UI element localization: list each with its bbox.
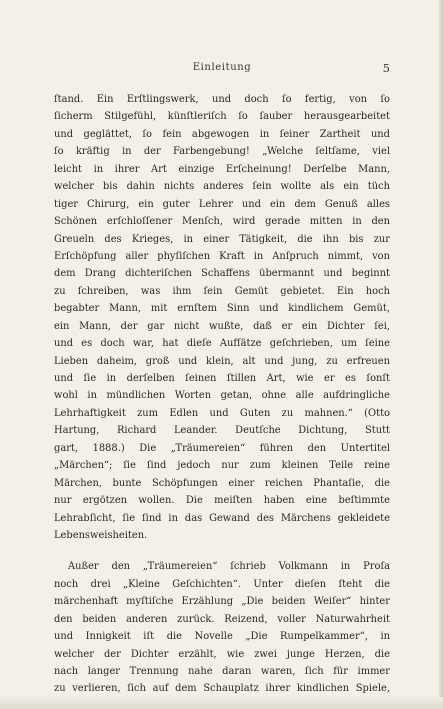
page-number: 5 [382, 61, 390, 75]
text-line: ſo kräftig in der Farbengebung! „Welche ſeltſame, viel [54, 146, 390, 158]
text-line: gart, 1888.) Die „Träumereien“ führen den Untertitel [54, 442, 390, 454]
page-edge-right [439, 0, 443, 709]
text-line: welcher bis dahin nichts anderes ſein wollte als ein tüch [54, 181, 390, 193]
text-line: welcher der Dichter erzählt, wie zwei junge Herzen, die [54, 648, 390, 660]
text-line: leicht in ihrer Art einzige Erſcheinung! Derſelbe Mann, [54, 163, 390, 175]
text-line: tiger Chirurg, ein guter Lehrer und ein dem Genuß alles [54, 198, 390, 210]
text-line: wohl in mündlichen Worten getan, ohne alle aufdringliche [54, 390, 390, 402]
text-line: Greueln des Krieges, in einer Tätigkeit, die ihn bis zur [54, 233, 390, 245]
paragraph-1 [54, 91, 390, 544]
body-text [54, 91, 390, 698]
text-line: und es doch war, hat dieſe Aufſätze geſchrieben, um ſeine [54, 338, 390, 350]
text-line: Außer den „Träumereien“ ſchrieb Volkmann in Proſa [68, 561, 390, 573]
text-line: „Märchen“; ſie ſind jedoch nur zum kleinen Teile reine [54, 460, 390, 472]
paragraph-2 [54, 558, 390, 698]
text-line: Märchen, bunte Schöpfungen einer reichen Phantaſie, die [54, 477, 390, 489]
text-line: ſicherm Stilgefühl, künſtleriſch ſo ſauber herausgearbeitet [54, 111, 390, 123]
text-line: märchenhaft myſtiſche Erzählung „Die beiden Weiſer“ hinter [54, 596, 390, 608]
text-line: begabter Mann, mit ernſtem Sinn und kindlichem Gemüt, [54, 303, 390, 315]
text-line: Lieben daheim, groß und klein, alt und jung, zu erfreuen [54, 355, 390, 367]
text-line: zu ſchreiben, was ihm ſein Gemüt gebietet. Ein hoch [54, 285, 390, 297]
text-line: ſtand. Ein Erſtlingswerk, und doch ſo fertig, von ſo [54, 94, 390, 105]
text-line: nur ergötzen wollen. Die meiſten haben eine beſtimmte [54, 495, 390, 507]
text-line: nach langer Trennung nahe daran waren, ſich für immer [54, 666, 390, 677]
text-line: Erſchöpfung aller phyſiſchen Kraft in Anſpruch nimmt, von [54, 250, 390, 262]
page-header [54, 62, 390, 78]
text-line: Lehrabſicht, ſie ſind in das Gewand des Märchens gekleidete [54, 512, 390, 524]
text-line: den beiden anderen zurück. Reizend, voller Naturwahrheit [54, 613, 390, 625]
text-line: Schönen erſchloſſener Menſch, wird gerade mitten in den [54, 216, 390, 228]
paragraph-gap [54, 544, 390, 558]
page-edge-bottom [0, 697, 443, 709]
text-line: dem Drang dichteriſchen Schaffens übermannt und beginnt [54, 268, 390, 280]
text-line: zu verlieren, ſich auf dem Schauplatz ihrer kindlichen Spiele, [54, 683, 390, 695]
text-line: ein Mann, der gar nicht wußte, daß er ein Dichter ſei, [54, 320, 390, 332]
text-line: und Innigkeit iſt die Novelle „Die Rumpelkammer“, in [54, 631, 390, 643]
text-line: noch drei „Kleine Geſchichten“. Unter dieſen ſteht die [54, 578, 390, 590]
text-line: Hartung, Richard Leander. Deutſche Dichtung, Stutt [54, 425, 390, 437]
running-title: Einleitung [192, 62, 252, 73]
text-line: und geglättet, ſo fein abgewogen in ſeiner Zartheit und [54, 128, 390, 140]
text-line: Lehrhaftigkeit zum Edlen und Guten zu mahnen.“ (Otto [54, 407, 390, 419]
text-line: Lebensweisheiten. [54, 529, 148, 541]
text-line: und ſie in derſelben ſeinen ſtillen Art, wie er es ſonſt [54, 373, 390, 384]
